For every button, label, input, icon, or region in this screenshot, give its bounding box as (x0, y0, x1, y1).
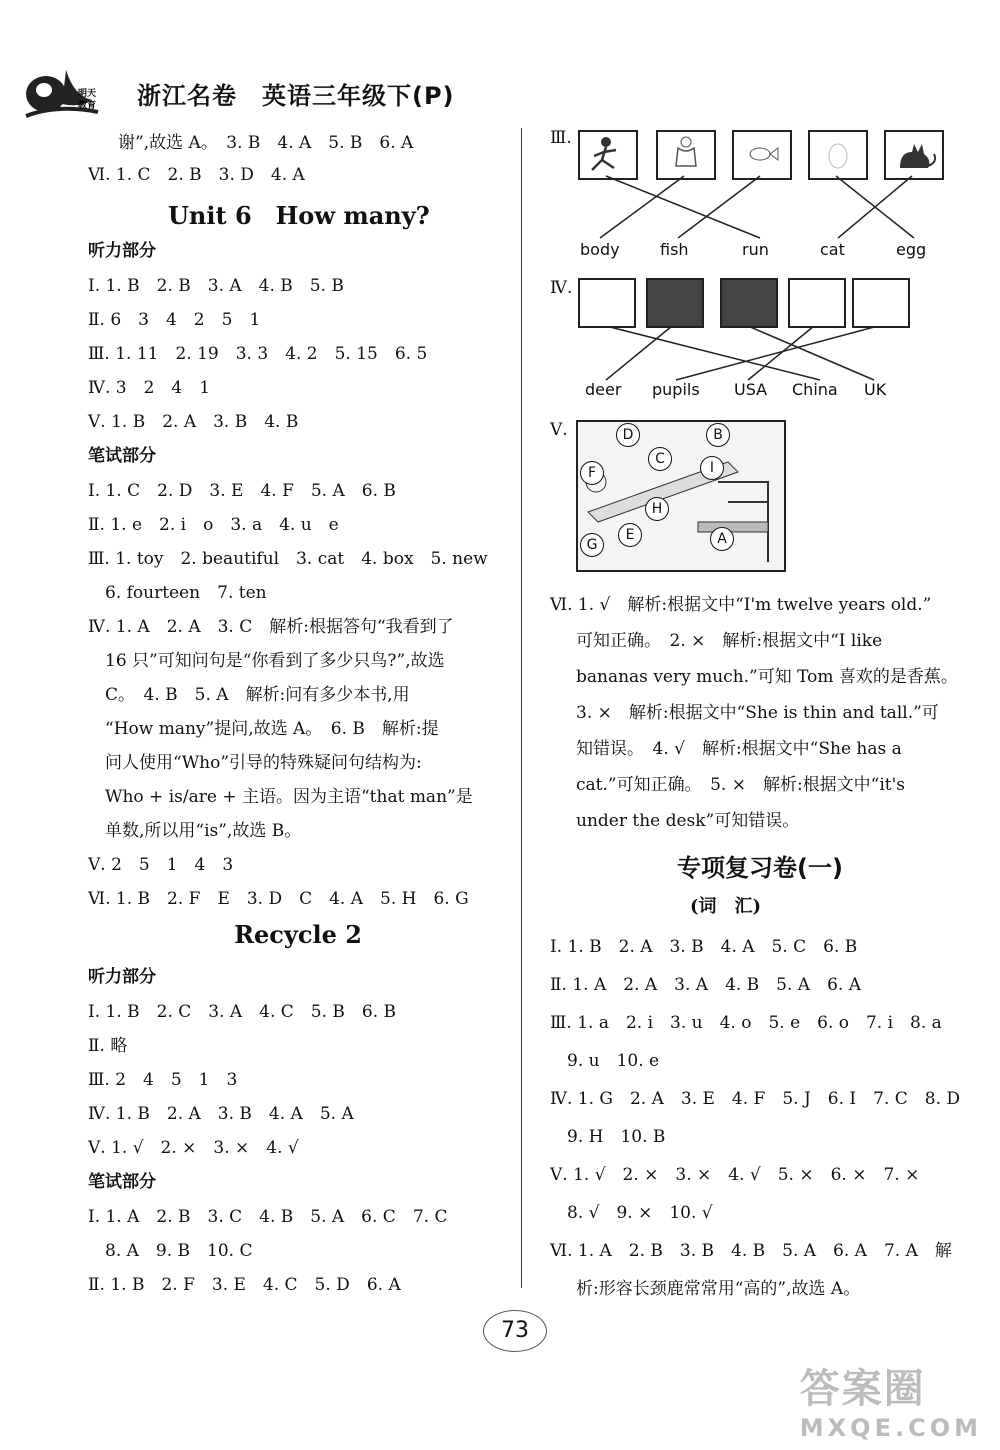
answer-line: cat.”可知正确。 5. × 解析:根据文中“it's (576, 775, 906, 795)
text-line: 谢”,故选 A。 3. B 4. A 5. B 6. A (118, 133, 414, 153)
pupils-picture (852, 278, 910, 328)
deer-picture (788, 278, 846, 328)
answer-line: 6. fourteen 7. ten (88, 583, 267, 603)
answer-line: 9. H 10. B (550, 1127, 666, 1147)
answer-line: Ⅲ. 1. 11 2. 19 3. 3 4. 2 5. 15 6. 5 (88, 344, 428, 364)
page-number: 73 (483, 1310, 547, 1352)
q4-word: China (792, 380, 838, 399)
watermark-line2: MXQE.COM (799, 1414, 982, 1442)
scene-label: I (700, 456, 724, 480)
scene-label: F (580, 461, 604, 485)
answer-line: Who + is/are + 主语。因为主语“that man”是 (88, 787, 473, 807)
svg-text:教育: 教育 (78, 101, 97, 111)
scene-label: A (710, 527, 734, 551)
q3-word: run (742, 240, 769, 259)
answer-line: Ⅴ. 1. √ 2. × 3. × 4. √ 5. × 6. × 7. × (550, 1165, 920, 1185)
answer-line: Ⅵ. 1. B 2. F E 3. D C 4. A 5. H 6. G (88, 889, 469, 909)
answer-line: Ⅳ. 1. A 2. A 3. C 解析:根据答句“我看到了 (88, 617, 454, 637)
q4-word: USA (734, 380, 768, 399)
scene-label: G (580, 533, 604, 557)
scene-label: E (618, 523, 642, 547)
desk-chair-icon (578, 422, 784, 570)
q3-word: egg (896, 240, 927, 259)
answer-line: Ⅱ. 1. B 2. F 3. E 4. C 5. D 6. A (88, 1275, 401, 1295)
q3-word: body (580, 240, 620, 259)
q3-word: fish (660, 240, 689, 259)
answer-line: Ⅰ. 1. C 2. D 3. E 4. F 5. A 6. B (88, 481, 396, 501)
q4-word: UK (864, 380, 887, 399)
text-line: Ⅵ. 1. C 2. B 3. D 4. A (88, 165, 305, 185)
answer-line: 知错误。 4. √ 解析:根据文中“She has a (576, 739, 902, 759)
scene-label: B (706, 423, 730, 447)
answer-line: Ⅳ. 1. B 2. A 3. B 4. A 5. A (88, 1104, 354, 1124)
answer-line: Ⅰ. 1. B 2. B 3. A 4. B 5. B (88, 276, 344, 296)
written-section-label: 笔试部分 (88, 1172, 156, 1192)
answer-line: Ⅲ. 1. toy 2. beautiful 3. cat 4. box 5. new (88, 549, 488, 569)
svg-text:明天: 明天 (78, 89, 97, 99)
big-ben-picture (720, 278, 778, 328)
answer-line: Ⅱ. 略 (88, 1036, 128, 1056)
answer-line: 析:形容长颈鹿常常用“高的”,故选 A。 (576, 1279, 861, 1299)
answer-line: Ⅱ. 1. e 2. i o 3. a 4. u e (88, 515, 339, 535)
q3-label: Ⅲ. (550, 128, 572, 148)
answer-line: 问人使用“Who”引导的特殊疑问句结构为: (88, 753, 422, 773)
listening-section-label: 听力部分 (88, 967, 156, 987)
great-wall-picture (646, 278, 704, 328)
answer-line: 9. u 10. e (550, 1051, 660, 1071)
answer-line: Ⅵ. 1. √ 解析:根据文中“I'm twelve years old.” (550, 595, 932, 615)
answer-line: Ⅳ. 3 2 4 1 (88, 378, 211, 398)
answer-line: Ⅰ. 1. B 2. C 3. A 4. C 5. B 6. B (88, 1002, 397, 1022)
answer-line: 单数,所以用“is”,故选 B。 (88, 821, 302, 841)
written-section-label: 笔试部分 (88, 446, 156, 466)
recycle2-title: Recycle 2 (234, 920, 362, 949)
review-paper-subtitle: (词 汇) (690, 896, 762, 917)
answer-line: Ⅴ. 1. √ 2. × 3. × 4. √ (88, 1138, 299, 1158)
review-paper-title: 专项复习卷(一) (677, 854, 843, 882)
answer-line: Ⅵ. 1. A 2. B 3. B 4. B 5. A 6. A 7. A 解 (550, 1241, 952, 1261)
answer-line: Ⅰ. 1. B 2. A 3. B 4. A 5. C 6. B (550, 937, 858, 957)
answer-line: Ⅴ. 2 5 1 4 3 (88, 855, 234, 875)
answer-line: bananas very much.”可知 Tom 喜欢的是香蕉。 (576, 667, 958, 687)
q4-word: deer (585, 380, 622, 399)
q4-label: Ⅳ. (550, 278, 573, 298)
unit6-title: Unit 6 How many? (168, 201, 430, 230)
answer-line: “How many”提问,故选 A。 6. B 解析:提 (88, 719, 439, 739)
statue-picture (578, 278, 636, 328)
answer-line: Ⅲ. 2 4 5 1 3 (88, 1070, 238, 1090)
answer-line: under the desk”可知错误。 (576, 811, 800, 831)
answer-line: 8. A 9. B 10. C (88, 1241, 253, 1261)
answer-line: Ⅱ. 1. A 2. A 3. A 4. B 5. A 6. A (550, 975, 861, 995)
listening-section-label: 听力部分 (88, 241, 156, 261)
answer-line: C。 4. B 5. A 解析:问有多少本书,用 (88, 685, 410, 705)
answer-line: 16 只”可知问句是“你看到了多少只鸟?”,故选 (88, 651, 445, 671)
q5-label: Ⅴ. (550, 420, 568, 440)
q3-word: cat (820, 240, 845, 259)
scene-label: C (648, 447, 672, 471)
answer-line: 3. × 解析:根据文中“She is thin and tall.”可 (576, 703, 939, 723)
answer-line: Ⅰ. 1. A 2. B 3. C 4. B 5. A 6. C 7. C (88, 1207, 448, 1227)
classroom-scene-picture (576, 420, 786, 572)
answer-line: Ⅴ. 1. B 2. A 3. B 4. B (88, 412, 299, 432)
answer-line: Ⅲ. 1. a 2. i 3. u 4. o 5. e 6. o 7. i 8. a (550, 1013, 942, 1033)
watermark-line1: 答案圈 (799, 1366, 926, 1412)
scene-label: D (616, 423, 640, 447)
watermark (800, 1357, 982, 1442)
answer-line: 8. √ 9. × 10. √ (550, 1203, 713, 1223)
answer-line: 可知正确。 2. × 解析:根据文中“I like (576, 631, 883, 651)
answer-line: Ⅱ. 6 3 4 2 5 1 (88, 310, 261, 330)
q4-word: pupils (652, 380, 700, 399)
answer-line: Ⅳ. 1. G 2. A 3. E 4. F 5. J 6. I 7. C 8. D (550, 1089, 961, 1109)
scene-label: H (645, 497, 669, 521)
book-title: 浙江名卷 英语三年级下(P) (137, 82, 455, 110)
